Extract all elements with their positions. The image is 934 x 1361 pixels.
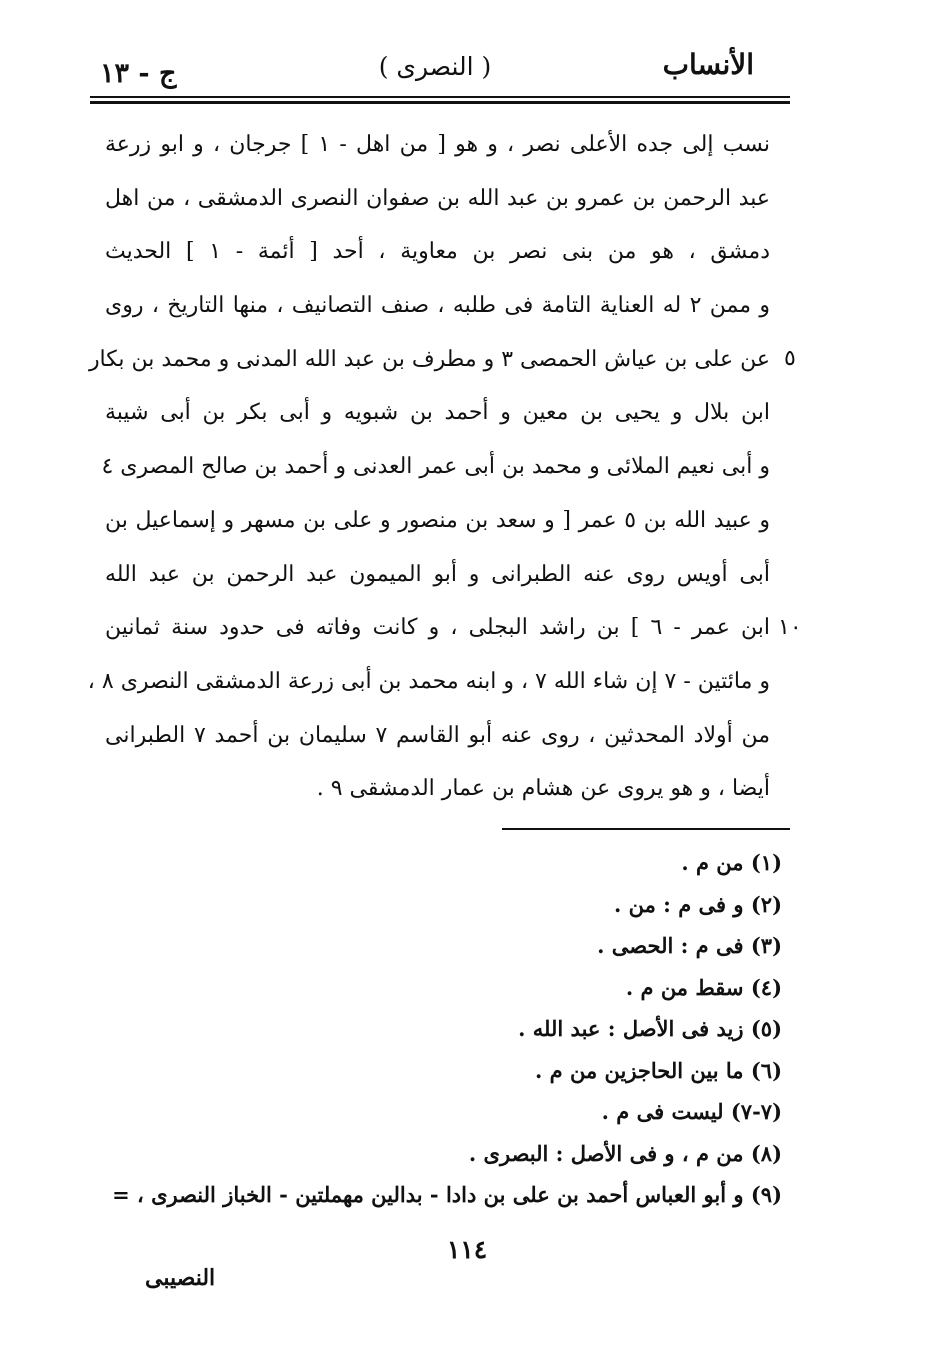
footnotes — [112, 842, 782, 1216]
text-line: و ممن ٢ له العناية التامة فى طلبه ، صنف التصانيف ، منها التاريخ ، روى — [105, 293, 770, 319]
footnote: (٣) فى م : الحصى . — [597, 933, 782, 958]
footnote: (١) من م . — [681, 850, 782, 875]
footnote: (٩) و أبو العباس أحمد بن على بن دادا - بدالين مهملتين - الخباز النصرى ، = — [112, 1182, 782, 1207]
volume-label: ج - ١٣ — [100, 58, 177, 89]
entry-title: ( النصرى ) — [378, 52, 492, 81]
text-line: عن على بن عياش الحمصى ٣ و مطرف بن عبد الله المدنى و محمد بن بكار — [88, 346, 770, 372]
running-header — [80, 38, 790, 98]
text-line: و عبيد الله بن ٥ عمر [ و سعد بن منصور و على بن مسهر و إسماعيل بن — [105, 507, 770, 533]
footnote: (٦) ما بين الحاجزين من م . — [535, 1057, 782, 1083]
line-number-5: ٥ — [784, 346, 796, 371]
header-rule — [90, 96, 790, 104]
footnote-rule — [502, 828, 790, 830]
text-line: نسب إلى جده الأعلى نصر ، و هو [ من اهل - ١ ] جرجان ، و ابو زرعة — [105, 132, 771, 157]
text-line: و أبى نعيم الملائى و محمد بن أبى عمر العدنى و أحمد بن صالح المصرى ٤ — [101, 454, 770, 480]
text-line: أيضا ، و هو يروى عن هشام بن عمار الدمشقى ٩ . — [316, 776, 770, 802]
footnote: (٨) من م ، و فى الأصل : البصرى . — [468, 1140, 782, 1166]
text-line: دمشق ، هو من بنى نصر بن معاوية ، أحد [ أئمة - ١ ] الحديث — [105, 239, 770, 265]
book-title: الأنساب — [662, 48, 754, 81]
footnote: (٢) و فى م : من . — [613, 891, 782, 917]
text-line: من أولاد المحدثين ، روى عنه أبو القاسم ٧ سليمان بن أحمد ٧ الطبرانى — [105, 722, 770, 748]
text-line: عبد الرحمن بن عمرو بن عبد الله بن صفوان النصرى الدمشقى ، من اهل — [105, 185, 770, 211]
text-line: و مائتين - ٧ إن شاء الله ٧ ، و ابنه محمد بن أبى زرعة الدمشقى النصرى ٨ ، — [87, 668, 770, 694]
footnote: (٥) زيد فى الأصل : عبد الله . — [518, 1016, 782, 1041]
text-line: أبى أويس روى عنه الطبرانى و أبو الميمون عبد الرحمن بن عبد الله — [105, 561, 770, 587]
line-number-10: ١٠ — [778, 615, 802, 640]
page-number: ١١٤ — [446, 1235, 488, 1264]
footnote: (٧-٧) ليست فى م . — [601, 1099, 782, 1124]
text-line: ابن بلال و يحيى بن معين و أحمد بن شبويه و أبى بكر بن أبى شيبة — [105, 400, 770, 426]
text-line: ابن عمر - ٦ ] بن راشد البجلى ، و كانت وفاته فى حدود سنة ثمانين — [105, 615, 770, 641]
footnote: (٤) سقط من م . — [625, 974, 782, 1000]
catchword: النصيبى — [145, 1265, 216, 1291]
main-text — [87, 118, 771, 816]
